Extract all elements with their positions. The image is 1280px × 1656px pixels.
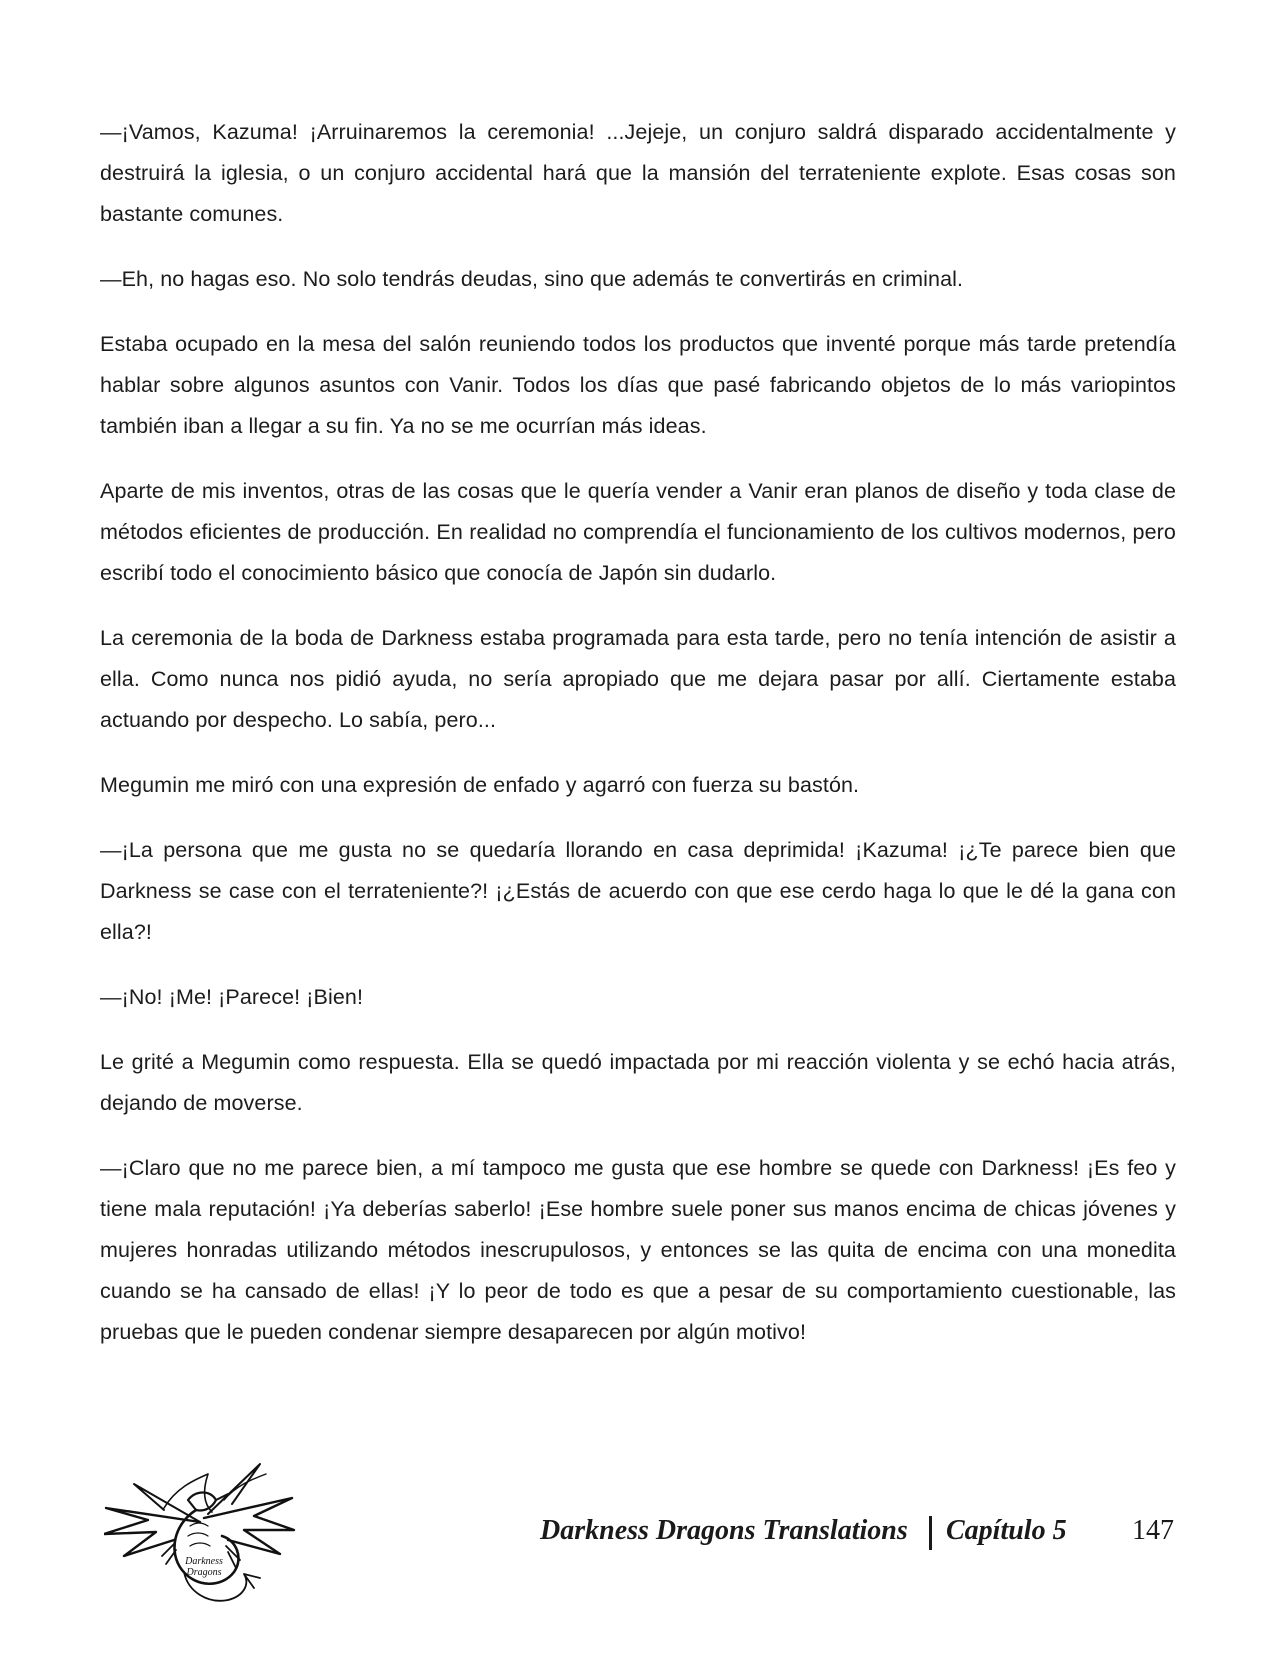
paragraph: Aparte de mis inventos, otras de las cosas que le quería vender a Vanir eran planos de diseño y toda clase de métodos eficientes de producción. En realidad no comprendía el funcionamiento de los cultivos modernos, pero escribí todo el conocimiento básico que conocía de Japón sin dudarlo.	[100, 479, 1176, 585]
logo-text: Darkness	[185, 1556, 223, 1567]
paragraph: —¡La persona que me gusta no se quedaría llorando en casa deprimida! ¡Kazuma! ¡¿Te parece bien que Darkness se case con el terrateniente?! ¡¿Estás de acuerdo con que ese cerdo haga lo que le dé la gana con ella?!	[100, 838, 1176, 944]
footer-title: Darkness Dragons Translations	[540, 1515, 908, 1546]
paragraph: —Eh, no hagas eso. No solo tendrás deudas, sino que además te convertirás en criminal.	[100, 267, 964, 291]
paragraph: —¡Vamos, Kazuma! ¡Arruinaremos la ceremonia! ...Jejeje, un conjuro saldrá disparado accidentalmente y destruirá la iglesia, o un conjuro accidental hará que la mansión del terrateniente explote. Esas cosas son bastante comunes.	[100, 120, 1176, 226]
body-text	[100, 112, 1176, 1377]
paragraph: Le grité a Megumin como respuesta. Ella se quedó impactada por mi reacción violenta y se echó hacia atrás, dejando de moverse.	[100, 1050, 1176, 1115]
footer-separator	[929, 1516, 932, 1550]
paragraph: —¡No! ¡Me! ¡Parece! ¡Bien!	[100, 985, 364, 1009]
paragraph: Megumin me miró con una expresión de enfado y agarró con fuerza su bastón.	[100, 773, 860, 797]
page-number: 147	[1132, 1515, 1174, 1546]
paragraph: Estaba ocupado en la mesa del salón reuniendo todos los productos que inventé porque más tarde pretendía hablar sobre algunos asuntos con Vanir. Todos los días que pasé fabricando objetos de lo más variopintos también iban a llegar a su fin. Ya no se me ocurrían más ideas.	[100, 332, 1176, 438]
dragon-emblem-icon	[104, 1460, 296, 1610]
paragraph: —¡Claro que no me parece bien, a mí tampoco me gusta que ese hombre se quede con Darkness! ¡Es feo y tiene mala reputación! ¡Ya deberías saberlo! ¡Ese hombre suele poner sus manos encima de chicas jóvenes y mujeres honradas utilizando métodos inescrupulosos, y entonces se las quita de encima con una monedita cuando se ha cansado de ellas! ¡Y lo peor de todo es que a pesar de su comportamiento cuestionable, las pruebas que le pueden condenar siempre desaparecen por algún motivo!	[100, 1156, 1176, 1344]
footer-chapter: Capítulo 5	[946, 1515, 1067, 1546]
logo-text: Dragons	[186, 1567, 222, 1578]
page-footer	[0, 1460, 1280, 1630]
paragraph: La ceremonia de la boda de Darkness estaba programada para esta tarde, pero no tenía intención de asistir a ella. Como nunca nos pidió ayuda, no sería apropiado que me dejara pasar por allí. Ciertamente estaba actuando por despecho. Lo sabía, pero...	[100, 626, 1176, 732]
